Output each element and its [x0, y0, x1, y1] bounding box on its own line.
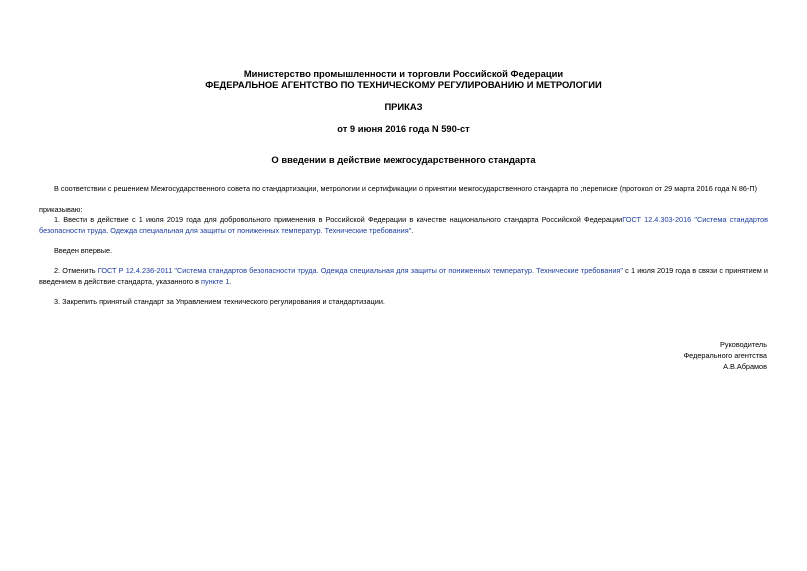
clause-1-link[interactable]: пункте 1 [201, 276, 230, 286]
doc-subject: О введении в действие межгосударственного стандарта [271, 154, 536, 165]
item-2-suffix: . [229, 276, 232, 286]
gost-r-12-4-236-link[interactable]: ГОСТ Р 12.4.236-2011 "Система стандартов безопасности труда. Одежда специальная для защиты от пониженных температур. Технические требования" [97, 266, 623, 275]
item-2-mid: с 1 июля 2019 года в связи с принятием и введением в действие стандарта, указанного в [39, 266, 769, 286]
intro-paragraph: В соответствии с решением Межгосударственного совета по стандартизации, метрологии и сертификации о принятии межгосударственного стандарта по ;перепиcке (протокол от 29 марта 2016 года N 86-П) [54, 184, 758, 193]
item-2-text: 2. Отменить [54, 266, 98, 275]
gost-12-4-303-link[interactable]: ГОСТ 12.4.303-2016 "Система стандартов безопасности труда. Одежда специальная для защиты от пониженных температур. Технические требования" [39, 215, 768, 235]
ministry-title: Министерство промышленности и торговли Российской Федерации [243, 68, 564, 79]
signature-agency: Федерального агентства [683, 351, 767, 360]
doc-type: ПРИКАЗ [384, 101, 423, 112]
item-1-text: 1. Ввести в действие с 1 июля 2019 года для добровольного применения в Российской Федерации в качестве национального стандарта Российской Федерации [54, 215, 623, 224]
agency-title: ФЕДЕРАЛЬНОЕ АГЕНТСТВО ПО ТЕХНИЧЕСКОМУ РЕГУЛИРОВАНИЮ И МЕТРОЛОГИИ [205, 79, 602, 90]
order-word: приказываю: [39, 205, 83, 214]
item-2-paragraph [39, 266, 768, 287]
item-1-paragraph [39, 215, 768, 236]
doc-date-number: от 9 июня 2016 года N 590-ст [337, 123, 470, 134]
signature-position: Руководитель [719, 340, 767, 349]
introduced-first-note: Введен впервые. [54, 246, 113, 255]
item-3-paragraph: 3. Закрепить принятый стандарт за Управлением технического регулирования и стандартизации. [54, 297, 385, 306]
signature-name: А.В.Абрамов [723, 362, 767, 371]
item-1-suffix: . [411, 225, 414, 235]
